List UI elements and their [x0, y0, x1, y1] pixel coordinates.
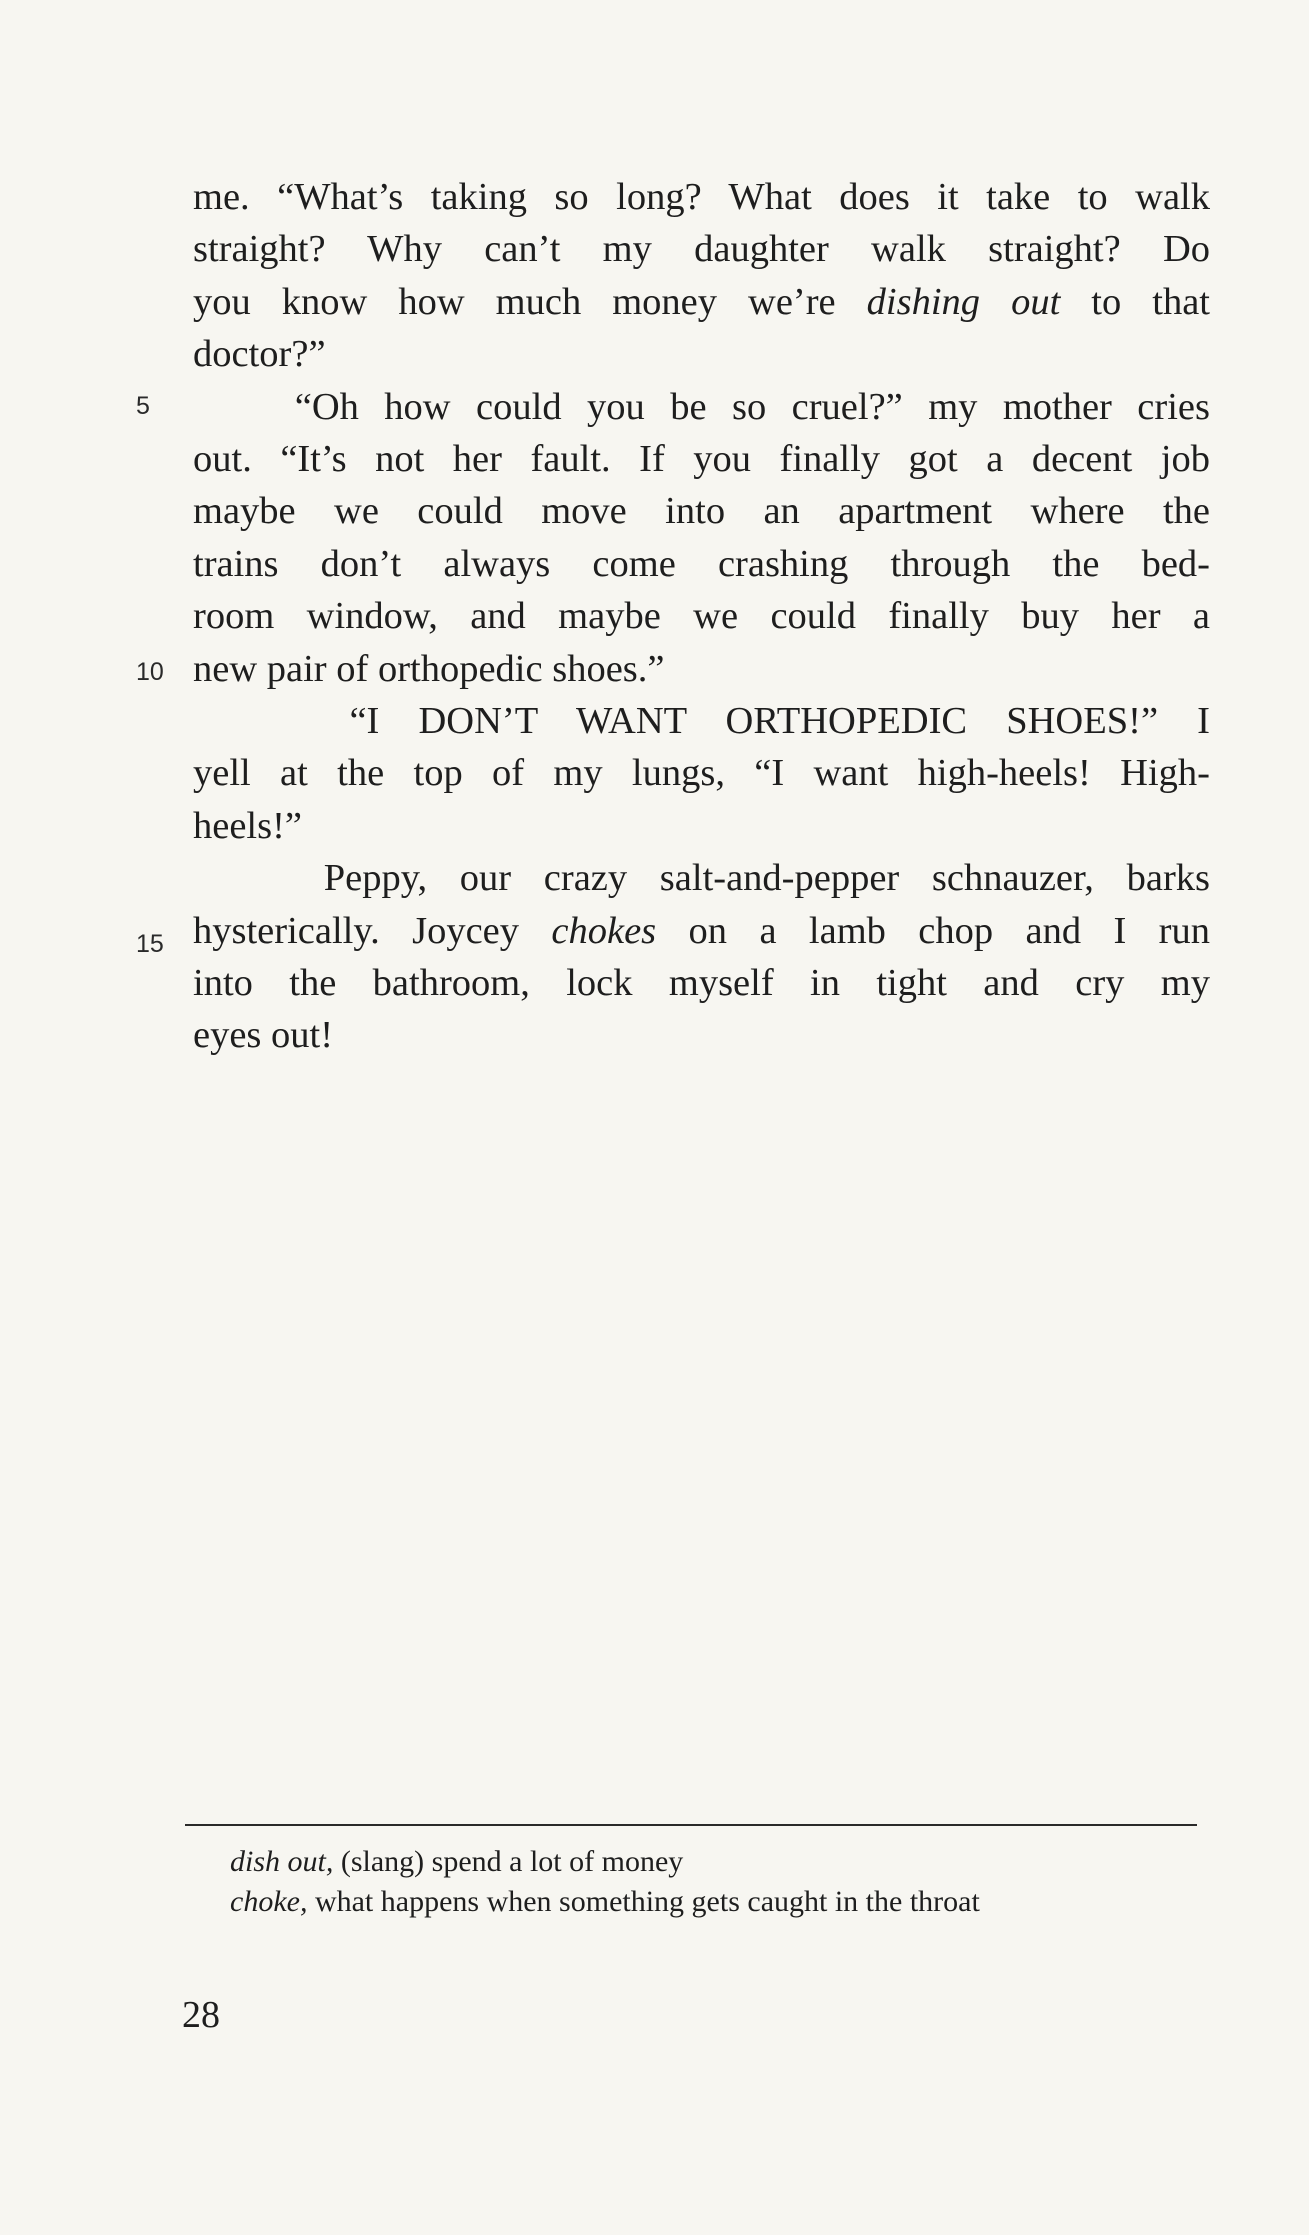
text-line	[193, 223, 1210, 275]
footnote-term: choke,	[230, 1885, 308, 1918]
text-line	[193, 171, 1210, 223]
text-segment: eyes out!	[193, 1014, 334, 1057]
line-number-10: 10	[136, 658, 164, 686]
text-line	[193, 1009, 1210, 1061]
footnote-term: dish out,	[230, 1845, 334, 1878]
text-line	[193, 695, 1210, 747]
text-line	[193, 433, 1210, 485]
text-line	[193, 381, 1210, 433]
text-line	[193, 905, 1210, 957]
text-segment: maybe we could move into an apartment where the	[193, 490, 1210, 533]
text-line	[193, 328, 1210, 380]
footnote-definition: what happens when something gets caught in the throat	[307, 1885, 980, 1918]
text-segment: hysterically. Joycey	[193, 909, 552, 952]
page-number: 28	[182, 1994, 220, 2036]
text-segment: “I DON’T WANT ORTHOPEDIC SHOES!” I	[193, 700, 1210, 742]
text-segment: me. “What’s taking so long? What does it take to walk	[193, 176, 1210, 218]
text-line	[193, 747, 1210, 799]
text-line	[193, 852, 1210, 904]
text-segment: yell at the top of my lungs, “I want high-heels! High-	[193, 752, 1210, 795]
text-segment: doctor?”	[193, 333, 326, 376]
text-segment: on a lamb chop and I run	[656, 909, 1211, 952]
text-line	[193, 590, 1210, 642]
text-segment: you know how much money we’re	[193, 280, 867, 323]
footnote-choke	[230, 1882, 980, 1922]
line-number-15: 15	[136, 930, 164, 958]
text-segment: trains don’t always come crashing through the bed-	[193, 542, 1210, 585]
text-line	[193, 276, 1210, 328]
text-line	[193, 485, 1210, 537]
glossed-term: dishing out	[866, 280, 1061, 323]
text-segment: into the bathroom, lock myself in tight and cry my	[193, 962, 1210, 1004]
footnote-definition: (slang) spend a lot of money	[333, 1845, 684, 1878]
footnote-divider	[185, 1824, 1197, 1826]
footnote-dish-out	[230, 1842, 683, 1882]
text-segment: straight? Why can’t my daughter walk straight? Do	[193, 228, 1210, 271]
text-segment: heels!”	[193, 804, 303, 847]
text-line	[193, 800, 1210, 852]
text-segment: room window, and maybe we could finally buy her a	[193, 595, 1210, 638]
text-segment: new pair of orthopedic shoes.”	[193, 647, 665, 690]
text-segment: to that	[1060, 280, 1210, 323]
text-segment: “Oh how could you be so cruel?” my mother cries	[193, 385, 1210, 428]
text-segment: Peppy, our crazy salt-and-pepper schnauzer, barks	[193, 857, 1210, 900]
text-segment: out. “It’s not her fault. If you finally got a decent job	[193, 438, 1210, 480]
glossed-term: chokes	[551, 909, 657, 952]
text-line	[193, 643, 1210, 695]
text-line	[193, 957, 1210, 1009]
line-number-5: 5	[136, 392, 150, 420]
text-line	[193, 538, 1210, 590]
